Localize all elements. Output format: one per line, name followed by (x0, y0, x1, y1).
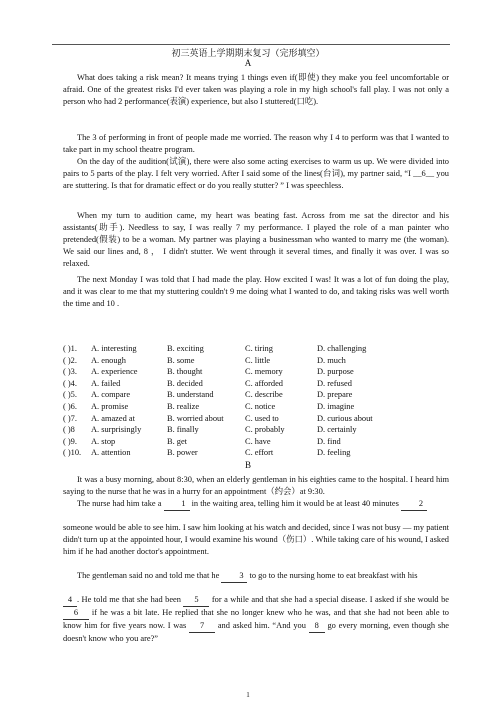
page-number: 1 (246, 691, 250, 699)
option-d: D. certainly (317, 425, 357, 435)
section-a-paragraph-1: What does taking a risk mean? It means trying 1 things even if(即使) they make you feel uncomfortable or afraid. One of the greatest risks I'd ever taken was playing a role in my high school's fall play. I was not only a person who had 2 performance(表演) experience, but also I stuttered(口吃). (63, 73, 449, 106)
blank-8: 8 (309, 620, 325, 633)
option-a: A. attention (91, 448, 131, 458)
option-a: A. amazed at (91, 413, 135, 423)
blank-5: 5 (183, 594, 209, 607)
section-b-paragraph-4 (63, 570, 449, 583)
section-b-label: B (244, 460, 251, 470)
section-a-paragraph-5: The next Monday I was told that I had made the play. How excited I was! It was a lot of fun doing the play, and it was clear to me that my stuttering couldn't 9 me doing what I wanted to do, and taking risks was well worth the time and 10 . (63, 275, 449, 308)
option-a: A. enough (91, 355, 126, 365)
question-number: ( )1. (63, 344, 77, 353)
option-b: B. finally (167, 425, 199, 435)
option-c: C. have (245, 436, 271, 446)
text: The gentleman said no and told me that he (77, 571, 222, 580)
question-number: ( )2. (63, 355, 77, 365)
option-a: A. surprisingly (91, 425, 142, 435)
option-a: A. experience (91, 367, 138, 377)
question-number: ( )10. (63, 448, 82, 458)
text: . He told me that she had been (77, 595, 184, 604)
option-c: C. describe (245, 390, 283, 400)
option-d: D. purpose (317, 367, 354, 377)
option-a: A. failed (91, 378, 121, 388)
option-b: B. realize (167, 402, 200, 411)
text: for a while and that she had a special disease. I asked if she would be (209, 595, 449, 604)
option-c: C. notice (245, 402, 276, 411)
blank-6: 6 (63, 607, 89, 620)
section-a-paragraph-4: When my turn to audition came, my heart was beating fast. Across from me sat the director and his assistants(助手). Needless to say, I was really 7 my performance. I played the role of a man painter who pretended(假装) to be a woman. My partner was playing a businessman who wanted to marry me (the woman). We said our lines and, 8 ， I didn't stutter. We went through it several times, and finally it was over. I was so relaxed. (63, 211, 449, 268)
section-b-paragraph-1: It was a busy morning, about 8:30, when an elderly gentleman in his eighties came to the hospital. I heard him saying to the nurse that he was in a hurry for an appointment（约会）at 9:30. (63, 475, 449, 496)
question-number: ( )3. (63, 367, 77, 377)
text: The nurse had him take a (77, 499, 164, 508)
option-b: B. decided (167, 378, 203, 388)
option-c: C. effort (245, 448, 274, 458)
option-d: D. curious about (317, 413, 373, 423)
question-number: ( )8 (63, 425, 75, 435)
section-a-label: A (244, 58, 252, 68)
option-b: B. power (167, 448, 198, 458)
option-d: D. prepare (317, 390, 353, 400)
option-b: B. get (167, 436, 188, 446)
option-c: C. probably (245, 425, 285, 435)
option-a: A. promise (91, 402, 129, 411)
text: go every morning, even though she doesn't know who you are?” (63, 621, 449, 643)
section-a-paragraph-2: The 3 of performing in front of people made me worried. The reason why I 4 to perform was that I wanted to take part in my school theatre program. (63, 133, 449, 154)
blank-1: 1 (164, 498, 190, 511)
option-d: D. refused (317, 378, 352, 388)
text: if he was a bit late. He replied that she no longer knew who he was, and that she had not been able to know him for five years now. I was (63, 608, 449, 630)
text: and asked him. “And you (215, 621, 309, 630)
header-rule (52, 44, 450, 45)
question-number: ( )6. (63, 402, 77, 411)
option-d: D. feeling (317, 448, 351, 458)
option-d: D. much (317, 355, 346, 365)
option-c: C. used to (245, 413, 279, 423)
option-a: A. stop (91, 436, 116, 446)
section-b-paragraph-3: someone would be able to see him. I saw him looking at his watch and decided, since I was not busy — my patient didn't turn up at the appointed hour, I would examine his wound（伤口）. While taking care of his wound, I asked him if he had another doctor's appointment. (63, 523, 449, 556)
option-c: C. afforded (245, 378, 283, 388)
blank-4: 4 (63, 594, 77, 607)
blank-7: 7 (189, 620, 215, 633)
option-c: C. little (245, 355, 271, 365)
option-c: C. memory (245, 367, 283, 377)
option-d: D. find (317, 436, 341, 446)
blank-2: 2 (401, 498, 427, 511)
option-b: B. worried about (167, 413, 224, 423)
blank-3: 3 (221, 570, 247, 583)
section-a-paragraph-3: On the day of the audition(试演), there were also some acting exercises to warm us up. We were divided into pairs to 5 parts of the play. I felt very worried. After I said some of the lines(台词), my partner said, “I __6__ you are stuttering. Is that for dramatic effect or do you really stutter? ” I was speechless. (63, 157, 449, 190)
question-number: ( )7. (63, 413, 77, 423)
option-c: C. tiring (245, 344, 273, 353)
option-b: B. exciting (167, 344, 204, 353)
question-number: ( )5. (63, 390, 77, 400)
option-d: D. challenging (317, 344, 367, 353)
section-b-paragraph-2 (63, 498, 449, 511)
option-b: B. thought (167, 367, 203, 377)
text: to go to the nursing home to eat breakfast with his (247, 571, 418, 580)
document-title: 初三英语上学期期末复习（完形填空） (171, 48, 325, 58)
option-d: D. imagine (317, 402, 355, 411)
question-number: ( )9. (63, 436, 77, 446)
option-b: B. some (167, 355, 195, 365)
question-number: ( )4. (63, 378, 77, 388)
option-a: A. interesting (91, 344, 137, 353)
option-a: A. compare (91, 390, 131, 400)
option-b: B. understand (167, 390, 214, 400)
text: in the waiting area, telling him it would be at least 40 minutes (189, 499, 401, 508)
section-b-paragraph-5 (63, 594, 449, 645)
